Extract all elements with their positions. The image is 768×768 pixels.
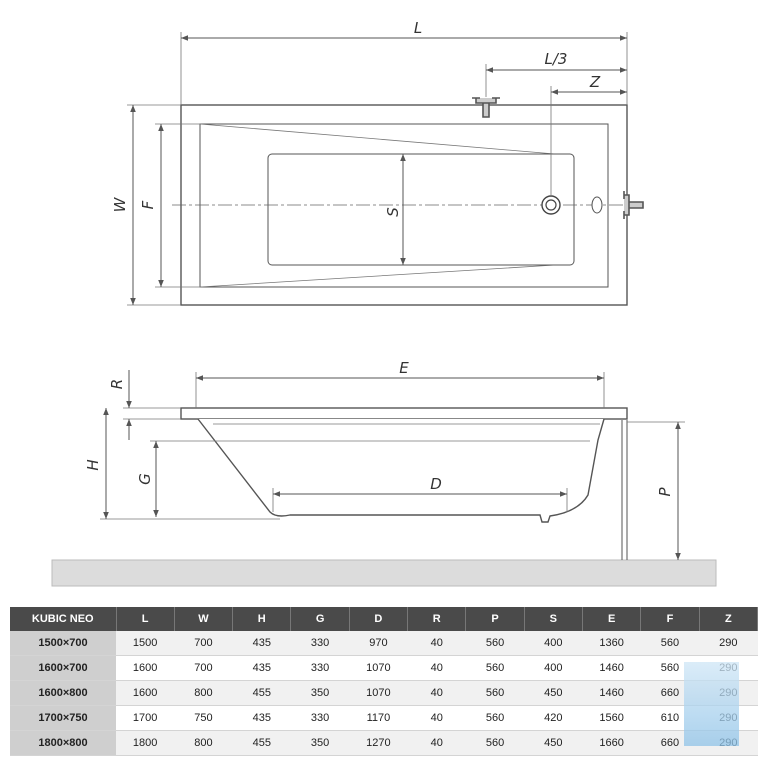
tub-body-side: [198, 419, 604, 522]
table-cell: 660: [641, 681, 699, 706]
dim-label-Z: Z: [589, 73, 601, 91]
dim-label-P: P: [656, 487, 674, 497]
model-cell: 1500×700: [10, 631, 116, 656]
table-cell: 1700: [116, 706, 174, 731]
table-header-g: G: [291, 607, 349, 631]
table-cell: 1070: [349, 656, 407, 681]
table-cell: 455: [233, 681, 291, 706]
table-cell: 290: [699, 631, 757, 656]
table-cell: 1600: [116, 656, 174, 681]
dim-label-L3: L/3: [544, 50, 568, 68]
table-cell: 420: [524, 706, 582, 731]
table-cell: 435: [233, 631, 291, 656]
table-cell: 610: [641, 706, 699, 731]
table-cell: 560: [466, 656, 524, 681]
table-row: [10, 706, 758, 731]
table-cell: 1600: [116, 681, 174, 706]
table-cell: 1560: [583, 706, 641, 731]
model-cell: 1600×800: [10, 681, 116, 706]
table-cell: 330: [291, 656, 349, 681]
table-header-z: Z: [699, 607, 757, 631]
faucet-icon: [624, 191, 643, 219]
table-header-r: R: [408, 607, 466, 631]
table-header-l: L: [116, 607, 174, 631]
side-view: [52, 359, 716, 586]
dim-label-R: R: [108, 378, 126, 390]
table-cell: 435: [233, 706, 291, 731]
table-header-d: D: [349, 607, 407, 631]
table-header-model: KUBIC NEO: [10, 607, 116, 631]
table-cell: 40: [408, 631, 466, 656]
table-cell: 560: [641, 656, 699, 681]
table-cell: 1500: [116, 631, 174, 656]
model-cell: 1600×700: [10, 656, 116, 681]
table-cell: 1800: [116, 731, 174, 756]
table-cell: 800: [174, 681, 232, 706]
table-cell: 1360: [583, 631, 641, 656]
table-cell: 450: [524, 681, 582, 706]
table-cell: 350: [291, 731, 349, 756]
dim-label-D: D: [430, 475, 442, 493]
table-cell: 800: [174, 731, 232, 756]
support-leg: [622, 420, 627, 560]
table-cell: 660: [641, 731, 699, 756]
dim-label-F: F: [139, 200, 157, 210]
table-header-h: H: [233, 607, 291, 631]
table-row: [10, 681, 758, 706]
table-cell: 700: [174, 656, 232, 681]
table-header-row: [10, 607, 758, 631]
table-cell: 330: [291, 706, 349, 731]
watermark-logo: [684, 662, 739, 746]
dim-label-W: W: [111, 197, 129, 213]
table-cell: 1660: [583, 731, 641, 756]
table-cell: 40: [408, 656, 466, 681]
drain-inner: [546, 200, 556, 210]
table-cell: 330: [291, 631, 349, 656]
table-header-w: W: [174, 607, 232, 631]
floor: [52, 560, 716, 586]
dim-label-H: H: [84, 459, 102, 471]
table-cell: 1170: [349, 706, 407, 731]
table-header-e: E: [583, 607, 641, 631]
table-cell: 1460: [583, 656, 641, 681]
table-cell: 400: [524, 631, 582, 656]
table-header-s: S: [524, 607, 582, 631]
table-header-f: F: [641, 607, 699, 631]
table-body: [10, 631, 758, 756]
overflow-hole: [592, 197, 602, 213]
table-cell: 560: [466, 631, 524, 656]
table-cell: 1070: [349, 681, 407, 706]
dim-label-G: G: [136, 473, 154, 485]
dim-label-S: S: [384, 207, 402, 217]
table-cell: 750: [174, 706, 232, 731]
table-cell: 40: [408, 681, 466, 706]
table-row: [10, 631, 758, 656]
table-cell: 1270: [349, 731, 407, 756]
table-cell: 455: [233, 731, 291, 756]
table-cell: 560: [641, 631, 699, 656]
table-cell: 560: [466, 681, 524, 706]
top-view: [111, 19, 643, 305]
table-cell: 40: [408, 706, 466, 731]
table-header-p: P: [466, 607, 524, 631]
table-cell: 350: [291, 681, 349, 706]
table-cell: 435: [233, 656, 291, 681]
table-row: [10, 656, 758, 681]
table-row: [10, 731, 758, 756]
dim-label-L: L: [413, 19, 423, 37]
model-cell: 1700×750: [10, 706, 116, 731]
table-cell: 560: [466, 731, 524, 756]
table-cell: 400: [524, 656, 582, 681]
table-cell: 700: [174, 631, 232, 656]
model-cell: 1800×800: [10, 731, 116, 756]
dim-label-E: E: [399, 359, 409, 377]
table-cell: 450: [524, 731, 582, 756]
table-cell: 560: [466, 706, 524, 731]
table-cell: 970: [349, 631, 407, 656]
table-cell: 40: [408, 731, 466, 756]
table-cell: 1460: [583, 681, 641, 706]
tub-rim-side: [181, 408, 627, 419]
dimensions-table: [10, 607, 758, 756]
